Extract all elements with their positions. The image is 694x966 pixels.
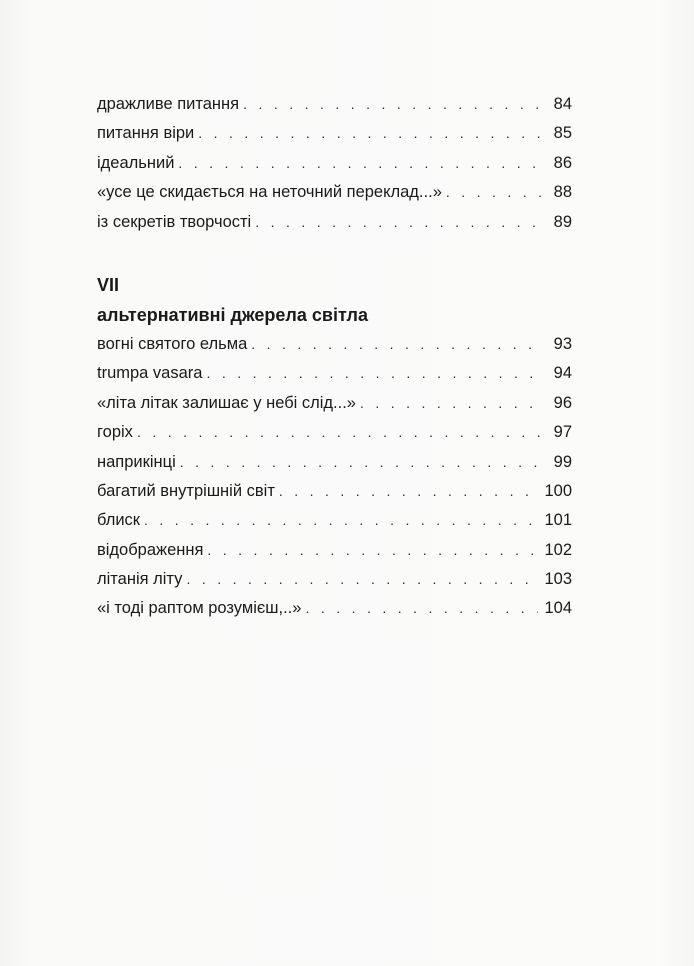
dot-leader [180, 448, 544, 477]
dot-leader [186, 565, 538, 594]
dot-leader [279, 477, 539, 506]
toc-entry [97, 208, 572, 237]
toc-entry-title: «літа літак залишає у небі слід...» [97, 393, 356, 412]
toc-entry-title: літанія літу [97, 570, 183, 589]
toc-entry-title: багатий внутрішній світ [97, 481, 275, 500]
toc-entry-title: відображення [97, 540, 204, 559]
toc-entry-page: 85 [553, 124, 572, 143]
toc-entry [97, 119, 572, 148]
toc-entry [97, 565, 572, 594]
toc-entry-page: 89 [553, 212, 572, 231]
toc-entry [97, 418, 572, 447]
toc-entry-title: «і тоді раптом розумієш,..» [97, 599, 302, 618]
toc-entry-title: із секретів творчості [97, 212, 252, 231]
table-of-contents [97, 90, 572, 624]
toc-entry-title: дражливе питання [97, 95, 240, 113]
toc-entry [97, 448, 572, 477]
toc-entry [97, 330, 572, 359]
toc-entry-page: 101 [544, 511, 572, 530]
toc-entry [97, 594, 572, 623]
toc-entry-page: 103 [544, 570, 572, 589]
toc-entry-title: блиск [97, 511, 141, 530]
toc-entry-page: 102 [544, 540, 572, 559]
toc-entry-title: trumpa vasara [97, 364, 203, 383]
toc-entry-title: горіх [97, 423, 133, 442]
toc-entry [97, 90, 572, 119]
dot-leader [305, 594, 538, 623]
toc-entry [97, 536, 572, 565]
dot-leader [255, 208, 544, 237]
dot-leader [251, 330, 544, 359]
toc-entry [97, 178, 572, 207]
section-title: альтернативні джерела світла [97, 304, 368, 325]
dot-leader [243, 90, 544, 119]
section-gap [97, 237, 572, 270]
toc-entry [97, 477, 572, 506]
toc-entry [97, 359, 572, 388]
dot-leader [198, 119, 544, 148]
toc-entry-page: 97 [553, 423, 572, 442]
dot-leader [446, 178, 544, 207]
dot-leader [137, 418, 544, 447]
toc-entry-title: наприкінці [97, 452, 176, 471]
dot-leader [178, 149, 544, 178]
toc-entry [97, 149, 572, 178]
toc-entry-page: 88 [553, 183, 572, 202]
toc-entry-title: «усе це скидається на неточний переклад...» [97, 183, 442, 202]
toc-entry-page: 96 [553, 393, 572, 412]
toc-entry-page: 100 [544, 481, 572, 500]
dot-leader [206, 359, 544, 388]
dot-leader [144, 506, 538, 535]
toc-entry-page: 104 [544, 599, 572, 618]
toc-entry-title: питання віри [97, 124, 195, 143]
toc-entry [97, 506, 572, 535]
toc-entry-title: вогні святого ельма [97, 334, 248, 353]
toc-entry-page: 94 [553, 364, 572, 383]
section-numeral: VII [97, 274, 120, 295]
toc-entry-page: 93 [553, 334, 572, 353]
toc-entry-page: 84 [553, 95, 572, 113]
dot-leader [360, 389, 544, 418]
toc-entry-page: 86 [553, 153, 572, 172]
dot-leader [207, 536, 538, 565]
toc-entry-title: ідеальний [97, 153, 175, 172]
toc-entry-page: 99 [553, 452, 572, 471]
toc-entry [97, 389, 572, 418]
